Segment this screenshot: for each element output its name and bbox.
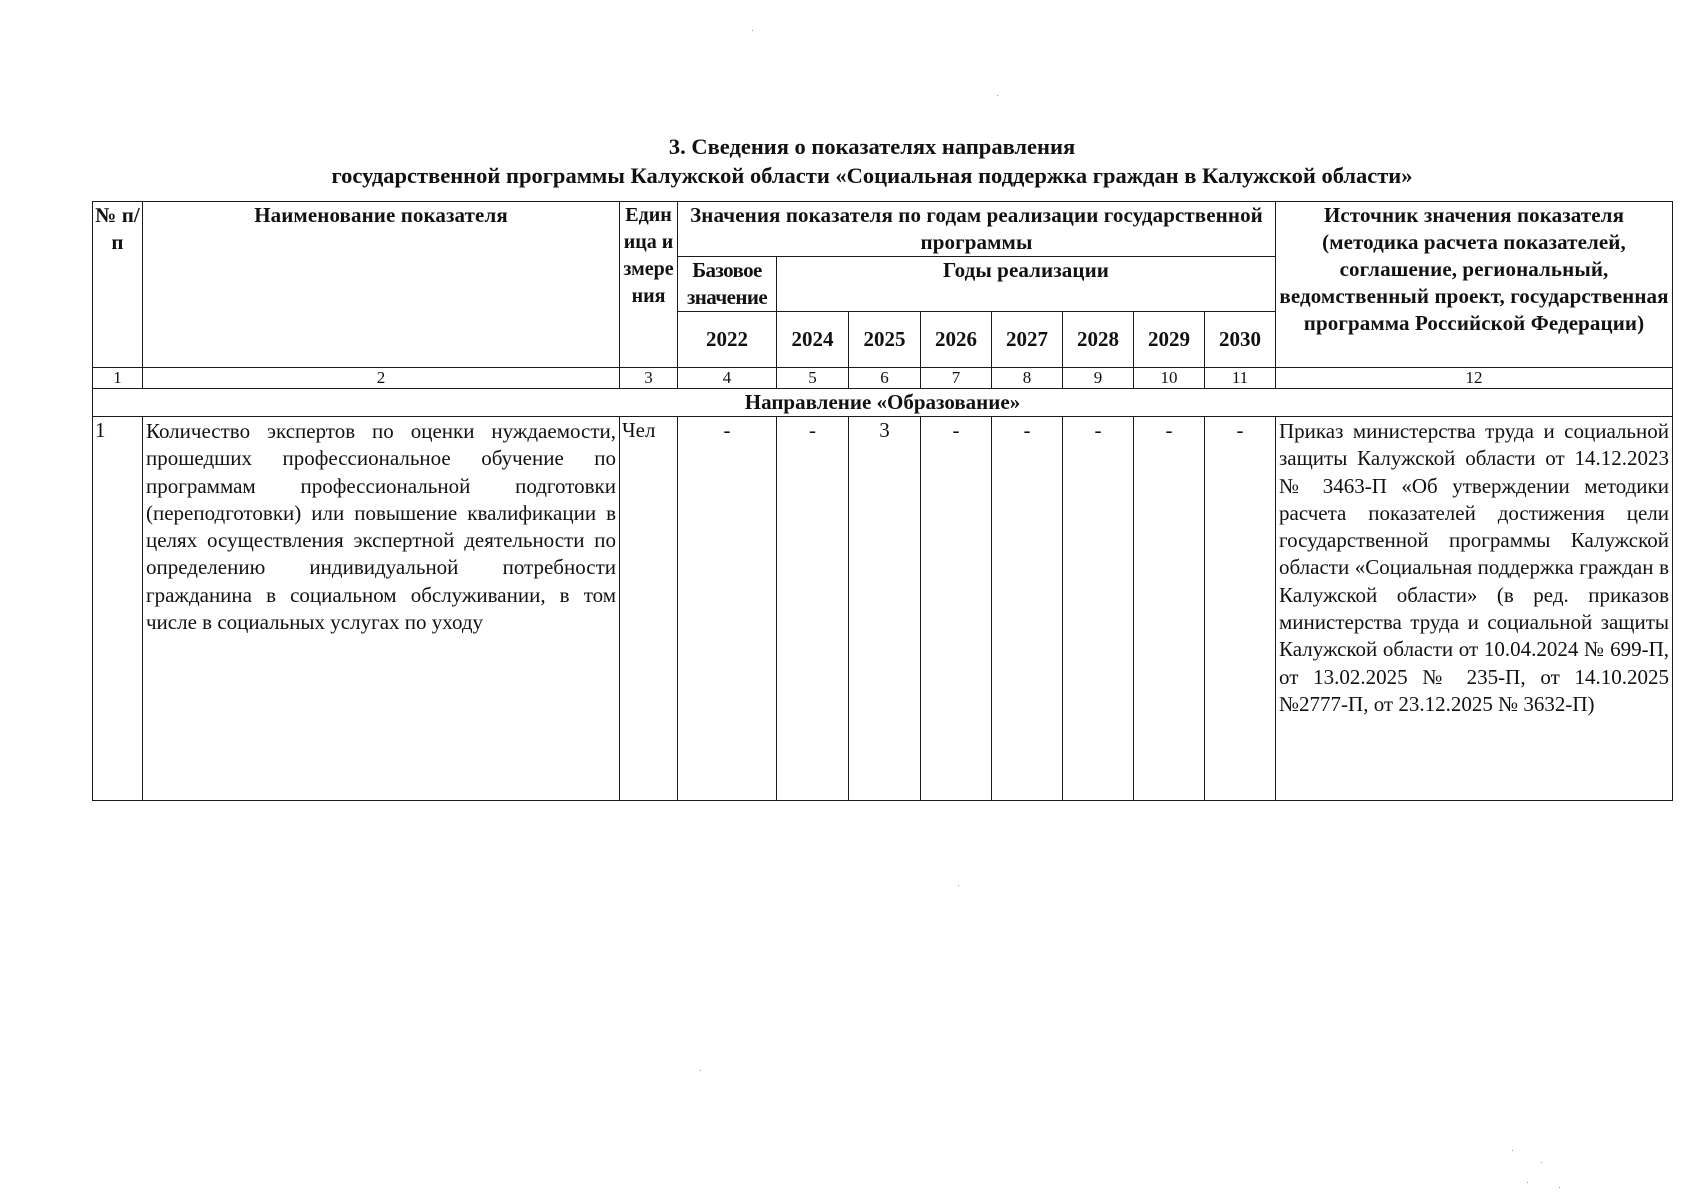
column-number: 9 [1063,368,1134,389]
heading-line-1: 3. Сведения о показателях направления [668,134,1076,159]
column-number: 4 [678,368,777,389]
header-base: Базовое значение [678,257,777,312]
year-value: - [921,417,992,801]
header-year: 2030 [1205,312,1276,368]
column-number: 12 [1276,368,1673,389]
header-year: 2025 [849,312,921,368]
indicator-name: Количество экспертов по оценки нуждаемости, прошедших профессиональное обучение по программам профессиональной подготовки (переподготовки) или повышение квалификации в целях осуществления экспертной деятельности по определению индивидуальной потребности гражданина в социальном обслуживании, в том числе в социальных услугах по уходу [143,417,620,801]
year-value: - [1205,417,1276,801]
base-value: - [678,417,777,801]
header-year: 2029 [1134,312,1205,368]
header-num: № п/п [93,202,143,368]
column-number-row [93,368,1673,389]
year-value: - [992,417,1063,801]
column-number: 7 [921,368,992,389]
header-name: Наименование показателя [143,202,620,368]
column-number: 6 [849,368,921,389]
heading-line-2: государственной программы Калужской области «Социальная поддержка граждан в Калужской области» [331,163,1413,188]
year-value: - [1063,417,1134,801]
column-number: 2 [143,368,620,389]
year-value: - [1134,417,1205,801]
header-years-group: Годы реализации [777,257,1276,312]
row-number: 1 [93,417,143,801]
indicator-unit: Чел [620,417,678,801]
indicator-source: Приказ министерства труда и социальной защиты Калужской области от 14.12.2023 № 3463-П «Об утверждении методики расчета показателей достижения цели государственной программы Калужской области «Социальная поддержка граждан в Калужской области» (в ред. приказов министерства труда и социальной защиты Калужской области от 10.04.2024 № 699-П, от 13.02.2025 № 235-П, от 14.10.2025 №2777-П, от 23.12.2025 № 3632-П) [1276,417,1673,801]
header-base-year: 2022 [678,312,777,368]
year-value: 3 [849,417,921,801]
header-values-group: Значения показателя по годам реализации государственной программы [678,202,1276,257]
header-year: 2026 [921,312,992,368]
column-number: 8 [992,368,1063,389]
header-year: 2028 [1063,312,1134,368]
header-source: Источник значения показателя (методика расчета показателей, соглашение, региональный, ведомственный проект, государственная программа Российской Федерации) [1276,202,1673,368]
column-number: 5 [777,368,849,389]
table-row [93,417,1673,801]
section-row [93,389,1673,417]
column-number: 3 [620,368,678,389]
section-title: Направление «Образование» [93,389,1673,417]
year-value: - [777,417,849,801]
header-row-1 [93,202,1673,257]
column-number: 1 [93,368,143,389]
header-year: 2027 [992,312,1063,368]
indicators-table [92,201,1673,801]
column-number: 10 [1134,368,1205,389]
header-year: 2024 [777,312,849,368]
document-heading [92,132,1652,190]
column-number: 11 [1205,368,1276,389]
header-unit: Единица измерения [620,202,678,368]
